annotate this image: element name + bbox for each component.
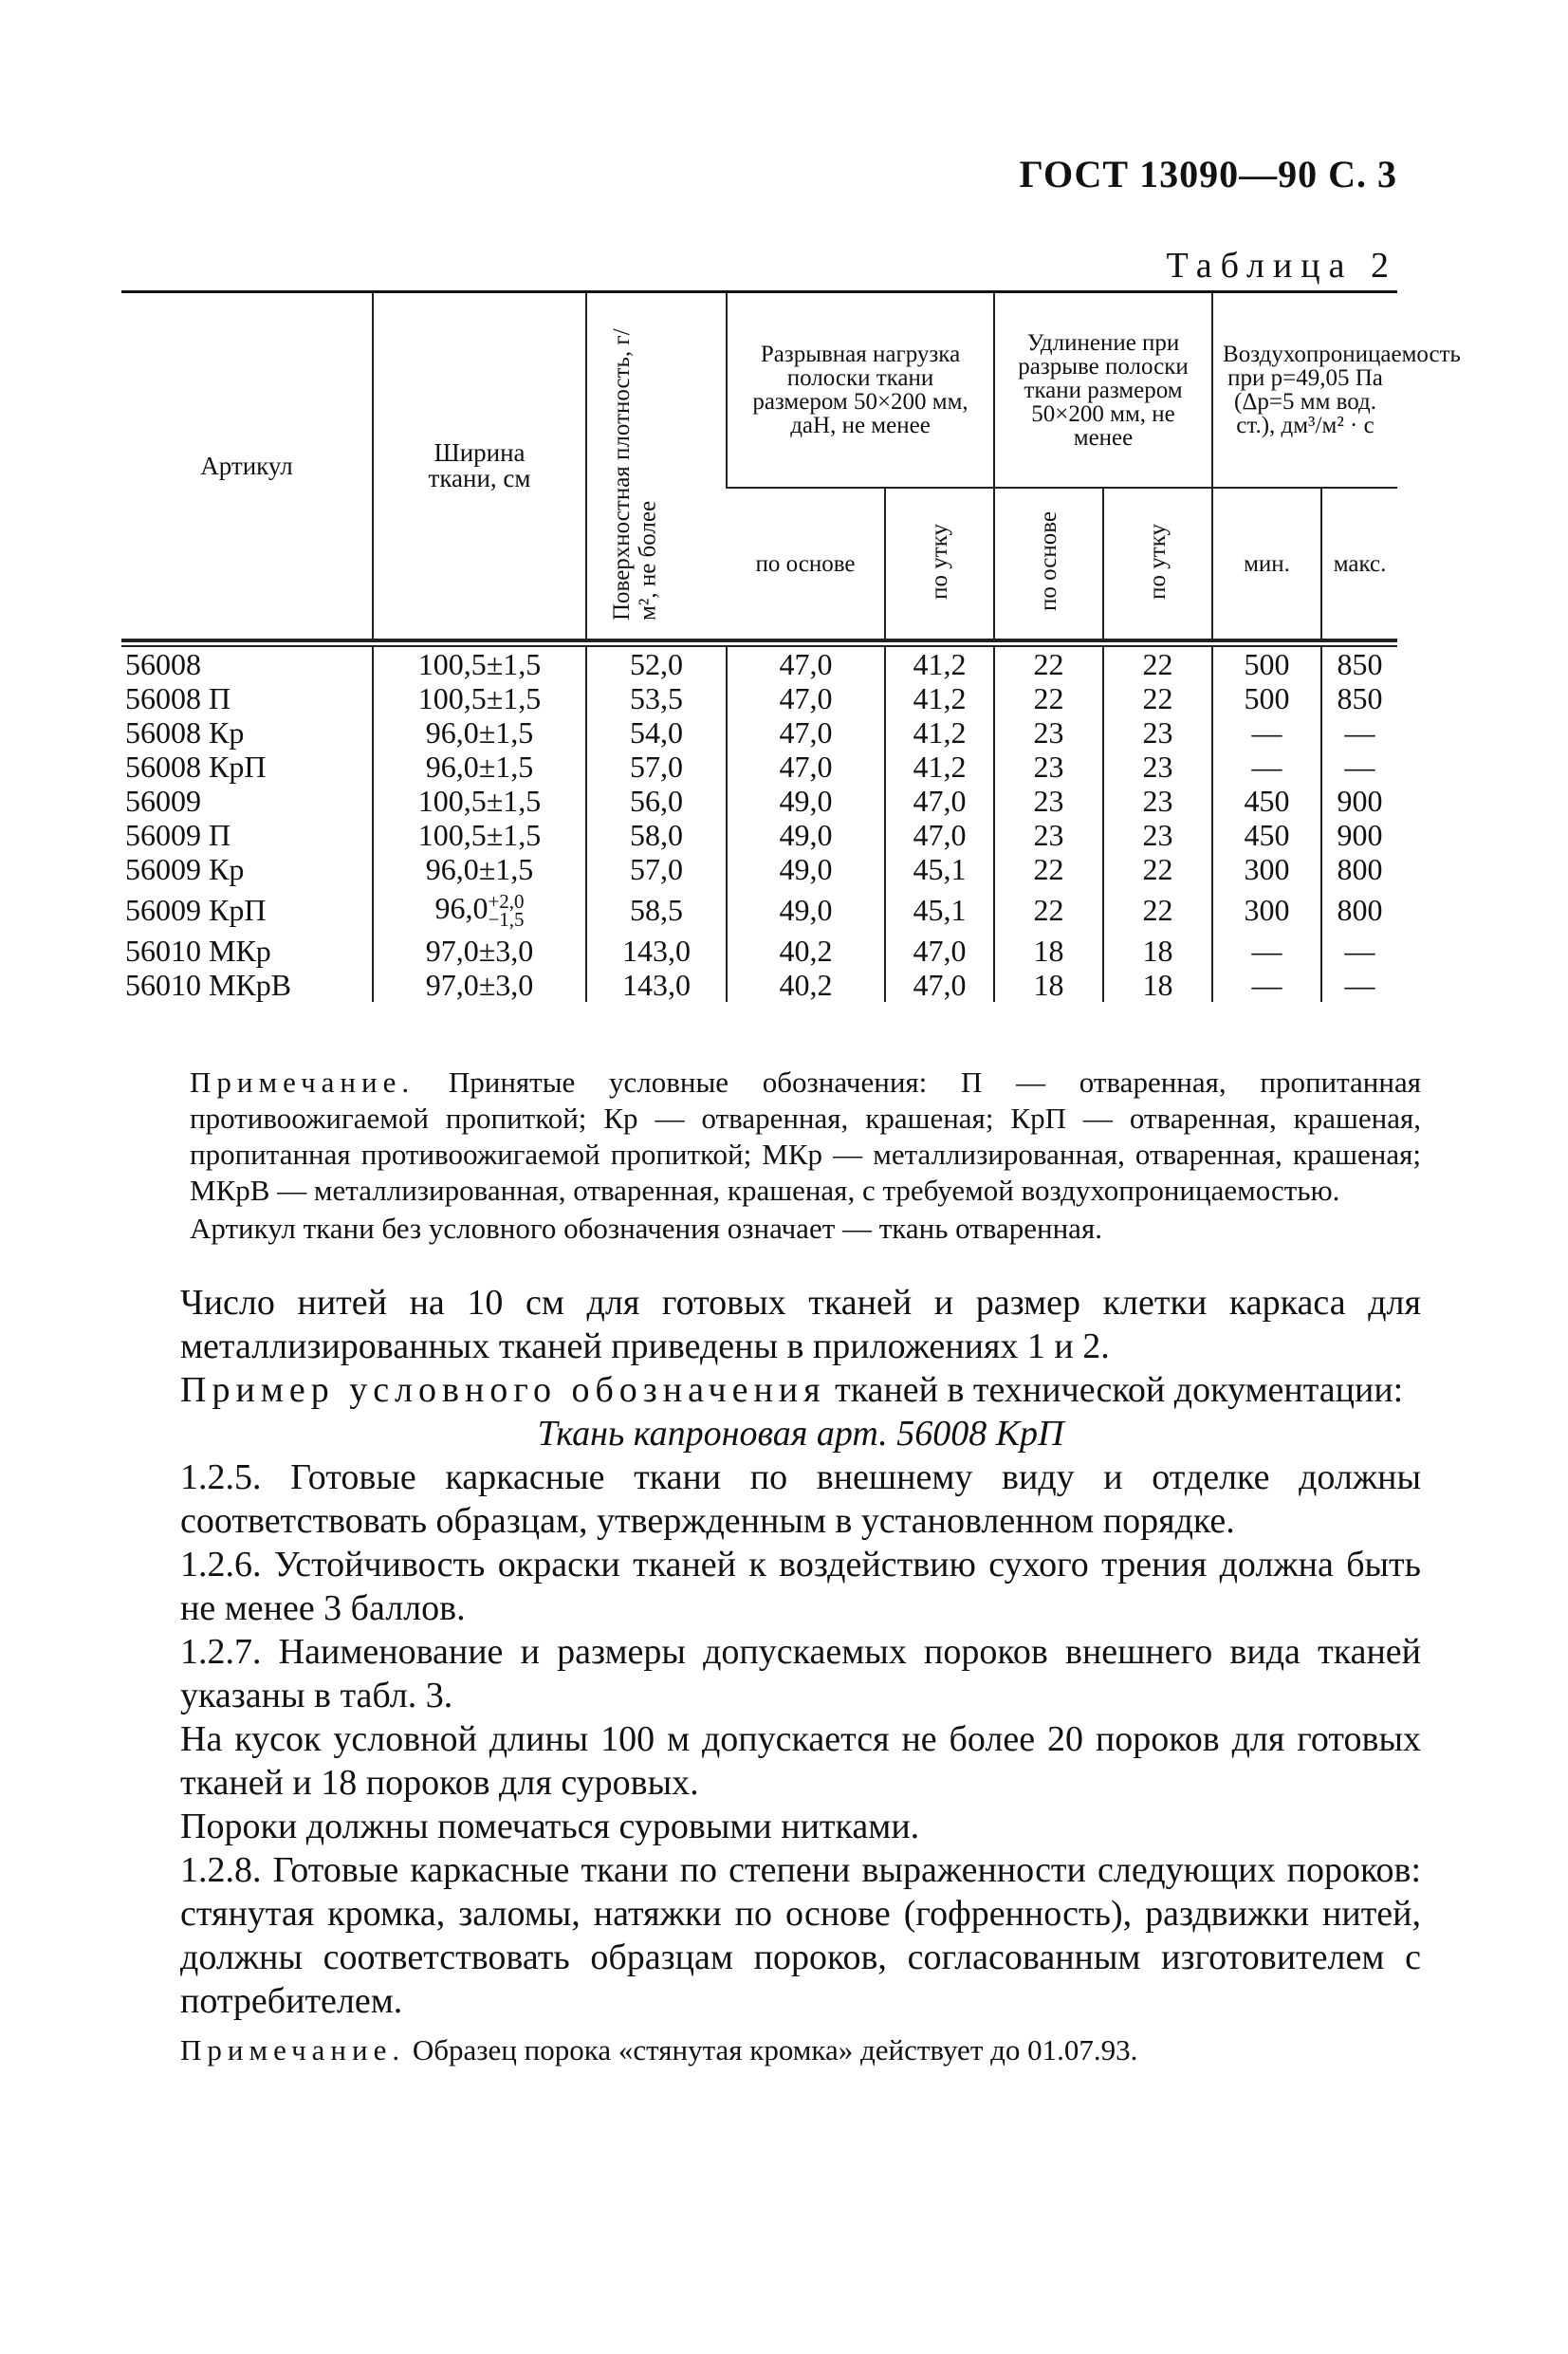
cell-air-max: —: [1321, 715, 1397, 750]
paragraph-1-2-8: 1.2.8. Готовые каркасные ткани по степени выраженности следующих пороков: стянутая кромка, заломы, натяжки по основе (гофренность), раздвижки нитей, должны соответствовать образцам пороков, согласованным изготовителем с потребителем.: [180, 1850, 1421, 2021]
paragraph-example-intro: [180, 1368, 1421, 1412]
col-header-elong-weft: [1103, 488, 1212, 639]
cell-width: [373, 886, 586, 934]
cell-load-weft: 45,1: [885, 852, 994, 886]
cell-article: 56009: [125, 784, 201, 818]
col-header-load-weft-text: по утку: [926, 523, 952, 600]
cell-article: 56008 П: [125, 681, 231, 715]
paragraph-defect-marking: Пороки должны помечаться суровыми нитками.: [180, 1807, 920, 1846]
cell-elong-warp: 18: [994, 934, 1103, 968]
cell-load-warp: 49,0: [727, 852, 885, 886]
cell-article: 56008: [125, 647, 201, 681]
table-note-label: Примечание.: [190, 1066, 415, 1099]
cell-elong-warp: 23: [994, 784, 1103, 818]
table-row: [121, 886, 1397, 934]
table-row: [121, 852, 1397, 886]
cell-article: 56010 МКр: [125, 934, 271, 968]
paragraph-defect-limit: На кусок условной длины 100 м допускается не более 20 пороков для готовых тканей и 18 пороков для суровых.: [180, 1719, 1421, 1803]
cell-air-max: —: [1321, 968, 1397, 1002]
cell-density: 56,0: [586, 784, 727, 818]
cell-load-weft: 47,0: [885, 934, 994, 968]
cell-width-base: 96,0: [434, 890, 489, 925]
page-header: ГОСТ 13090—90 С. 3: [1019, 153, 1397, 195]
final-note: [180, 2029, 1421, 2072]
cell-air-min: 450: [1212, 818, 1321, 852]
cell-elong-warp: 18: [994, 968, 1103, 1002]
paragraph-thread-count: Число нитей на 10 см для готовых тканей и размер клетки каркаса для металлизированных тканей приведены в приложениях 1 и 2.: [180, 1283, 1421, 1366]
cell-article: 56009 П: [125, 818, 231, 852]
col-header-width: Ширина ткани, см: [373, 293, 586, 639]
cell-density: 52,0: [586, 647, 727, 681]
paragraph-1-2-7: 1.2.7. Наименование и размеры допускаемых пороков внешнего вида тканей указаны в табл. 3.: [180, 1632, 1421, 1715]
cell-elong-weft: 22: [1103, 681, 1212, 715]
cell-air-max: 900: [1321, 818, 1397, 852]
cell-elong-weft: 18: [1103, 968, 1212, 1002]
col-header-density-text: Поверхностная плотность, г/м², не более: [609, 327, 661, 621]
paragraph-1-2-6: 1.2.6. Устойчивость окраски тканей к воздействию сухого трения должна быть не менее 3 баллов.: [180, 1545, 1421, 1628]
cell-density: 54,0: [586, 715, 727, 750]
tolerance-upper: +2,0: [488, 890, 525, 914]
cell-elong-warp: 23: [994, 750, 1103, 784]
cell-load-warp: 47,0: [727, 750, 885, 784]
body-text: [180, 1281, 1421, 2072]
table-row: [121, 934, 1397, 968]
cell-elong-warp: 22: [994, 647, 1103, 681]
cell-load-weft: 41,2: [885, 715, 994, 750]
cell-article: 56009 КрП: [125, 893, 267, 927]
cell-load-warp: 49,0: [727, 886, 885, 934]
cell-article: 56008 КрП: [125, 750, 267, 784]
cell-air-min: —: [1212, 968, 1321, 1002]
table-row: [121, 818, 1397, 852]
cell-load-warp: 49,0: [727, 818, 885, 852]
cell-width: 97,0±3,0: [373, 934, 586, 968]
cell-article: 56010 МКрВ: [125, 968, 292, 1002]
cell-load-weft: 47,0: [885, 968, 994, 1002]
cell-air-max: 800: [1321, 852, 1397, 886]
cell-elong-weft: 23: [1103, 750, 1212, 784]
cell-density: 143,0: [586, 968, 727, 1002]
paragraph-1-2-5: 1.2.5. Готовые каркасные ткани по внешнему виду и отделке должны соответствовать образцам, утвержденным в установленном порядке.: [180, 1457, 1421, 1541]
cell-width: 96,0±1,5: [373, 852, 586, 886]
table-note-paragraph: [190, 1065, 1421, 1209]
cell-air-min: 450: [1212, 784, 1321, 818]
final-note-text: Образец порока «стянутая кромка» действует до 01.07.93.: [405, 2033, 1138, 2067]
cell-width: 96,0±1,5: [373, 715, 586, 750]
col-header-air-min: мин.: [1212, 488, 1321, 639]
table-row: [121, 750, 1397, 784]
cell-air-max: —: [1321, 934, 1397, 968]
col-header-load-weft: [885, 488, 994, 639]
table-title: Таблица 2: [1166, 246, 1397, 286]
table-note-text: Принятые условные обозначения: П — отваренная, пропитанная противоожигаемой пропиткой; Кр — отваренная, крашеная; КрП — отваренная, крашеная, пропитанная противоожигаемой пропиткой; МКр — металлизированная, отваренная, крашеная; МКрВ — металлизированная, отваренная, крашеная, с требуемой воздухопроницаемостью.: [190, 1066, 1422, 1207]
cell-load-warp: 47,0: [727, 715, 885, 750]
table-row: [121, 681, 1397, 715]
cell-width: 97,0±3,0: [373, 968, 586, 1002]
cell-width: 96,0±1,5: [373, 750, 586, 784]
cell-elong-warp: 23: [994, 715, 1103, 750]
cell-load-weft: 47,0: [885, 784, 994, 818]
cell-article: 56008 Кр: [125, 715, 245, 750]
cell-air-max: 850: [1321, 647, 1397, 681]
example-intro-rest: тканей в технической документации:: [825, 1370, 1404, 1410]
table-row: [121, 968, 1397, 1002]
cell-air-max: 800: [1321, 886, 1397, 934]
cell-width: 100,5±1,5: [373, 784, 586, 818]
cell-density: 57,0: [586, 750, 727, 784]
cell-article: 56009 Кр: [125, 852, 245, 886]
cell-width-tolerance: [488, 890, 525, 932]
cell-air-min: 300: [1212, 852, 1321, 886]
table-container: [121, 290, 1461, 1002]
col-header-elong-warp: [994, 488, 1103, 639]
col-header-article: Артикул: [121, 293, 373, 639]
col-header-elong-warp-text: по основе: [1035, 511, 1061, 611]
cell-air-min: —: [1212, 934, 1321, 968]
cell-density: 143,0: [586, 934, 727, 968]
cell-density: 58,0: [586, 818, 727, 852]
tolerance-lower: −1,5: [488, 908, 525, 932]
header-double-rule: [121, 640, 1397, 647]
cell-density: 58,5: [586, 886, 727, 934]
cell-elong-weft: 22: [1103, 647, 1212, 681]
col-header-elong-weft-text: по утку: [1144, 523, 1171, 600]
col-header-load-warp: по основе: [727, 488, 885, 639]
col-header-air-max: макс.: [1321, 488, 1397, 639]
cell-elong-weft: 18: [1103, 934, 1212, 968]
cell-elong-warp: 22: [994, 886, 1103, 934]
cell-load-weft: 47,0: [885, 818, 994, 852]
cell-width: 100,5±1,5: [373, 818, 586, 852]
cell-air-max: 900: [1321, 784, 1397, 818]
cell-elong-weft: 23: [1103, 784, 1212, 818]
cell-load-weft: 45,1: [885, 886, 994, 934]
table-note: [190, 1065, 1421, 1247]
cell-load-warp: 49,0: [727, 784, 885, 818]
table-row: [121, 647, 1397, 681]
cell-elong-weft: 22: [1103, 886, 1212, 934]
table-row: [121, 715, 1397, 750]
cell-elong-weft: 22: [1103, 852, 1212, 886]
col-header-elongation: Удлинение при разрыве полоски ткани размером 50×200 мм, не менее: [994, 293, 1212, 488]
cell-load-warp: 40,2: [727, 934, 885, 968]
cell-elong-warp: 22: [994, 852, 1103, 886]
cell-air-min: 300: [1212, 886, 1321, 934]
cell-load-weft: 41,2: [885, 750, 994, 784]
cell-load-warp: 47,0: [727, 647, 885, 681]
col-header-breaking-load: Разрывная нагрузка полоски ткани размером 50×200 мм, даН, не менее: [727, 293, 994, 488]
cell-air-max: —: [1321, 750, 1397, 784]
cell-elong-weft: 23: [1103, 715, 1212, 750]
col-header-air-permeability: Воздухопроницаемость при р=49,05 Па (Δр=5 мм вод. ст.), дм³/м² · с: [1212, 293, 1397, 488]
col-header-density: [586, 293, 727, 639]
cell-width: 100,5±1,5: [373, 681, 586, 715]
cell-air-min: —: [1212, 715, 1321, 750]
cell-elong-warp: 23: [994, 818, 1103, 852]
table-row: [121, 784, 1397, 818]
cell-load-warp: 40,2: [727, 968, 885, 1002]
cell-elong-warp: 22: [994, 681, 1103, 715]
data-table: [121, 293, 1461, 1002]
table-note-paragraph-2: Артикул ткани без условного обозначения означает — ткань отваренная.: [190, 1212, 1102, 1245]
final-note-label: Примечание.: [180, 2033, 406, 2067]
cell-load-weft: 41,2: [885, 647, 994, 681]
cell-air-max: 850: [1321, 681, 1397, 715]
cell-density: 53,5: [586, 681, 727, 715]
cell-load-weft: 41,2: [885, 681, 994, 715]
cell-load-warp: 47,0: [727, 681, 885, 715]
cell-air-min: 500: [1212, 647, 1321, 681]
cell-air-min: 500: [1212, 681, 1321, 715]
example-designation: Ткань капроновая арт. 56008 КрП: [537, 1414, 1064, 1454]
example-intro-spaced: Пример условного обозначения: [180, 1370, 826, 1410]
cell-density: 57,0: [586, 852, 727, 886]
cell-elong-weft: 23: [1103, 818, 1212, 852]
cell-width: 100,5±1,5: [373, 647, 586, 681]
cell-air-min: —: [1212, 750, 1321, 784]
